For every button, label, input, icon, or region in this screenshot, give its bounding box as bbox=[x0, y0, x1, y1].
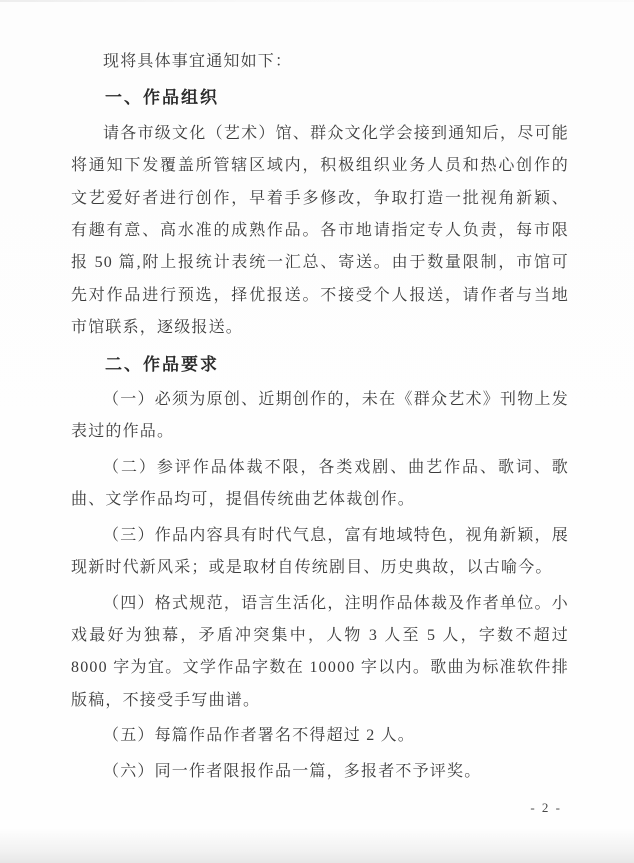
section-1-paragraph-1: 请各市级文化（艺术）馆、群众文化学会接到通知后，尽可能将通知下发覆盖所管辖区域内，积极组织业务人员和热心创作的文艺爱好者进行创作，早着手多修改，争取打造一批视角新颖、有趣有意、高水准的成熟作品。各市地请指定专人负责，每市限报 50 篇,附上报统计表统一汇总、寄送。由于数量限制，市馆可先对作品进行预选，择优报送。不接受个人报送，请作者与当地市馆联系，逐级报送。 bbox=[71, 124, 569, 337]
section-2-item-5: （五）每篇作品作者署名不得超过 2 人。 bbox=[103, 727, 416, 745]
section-2-item-1: （一）必须为原创、近期创作的，未在《群众艺术》刊物上发表过的作品。 bbox=[71, 391, 569, 441]
section-2-heading: 二、作品要求 bbox=[105, 354, 219, 374]
document-body bbox=[71, 46, 569, 788]
intro-line: 现将具体事宜通知如下： bbox=[103, 53, 293, 70]
section-2-item-2: （二）参评作品体裁不限，各类戏剧、曲艺作品、歌词、歌曲、文学作品均可，提倡传统曲艺体裁创作。 bbox=[71, 458, 569, 509]
section-2-item-4: （四）格式规范，语言生活化，注明作品体裁及作者单位。小戏最好为独幕，矛盾冲突集中，人物 3 人至 5 人，字数不超过 8000 字为宜。文学作品字数在 10000 字以内。歌曲为标准软件排版稿，不接受手写曲谱。 bbox=[71, 594, 569, 709]
section-1-heading: 一、作品组织 bbox=[105, 88, 219, 108]
section-2-item-6: （六）同一作者限报作品一篇，多报者不予评奖。 bbox=[103, 762, 482, 780]
section-2-item-3: （三）作品内容具有时代气息，富有地域特色，视角新颖，展现新时代新风采；或是取材自传统剧目、历史典故，以古喻今。 bbox=[71, 526, 569, 577]
page-number: - 2 - bbox=[530, 800, 562, 815]
